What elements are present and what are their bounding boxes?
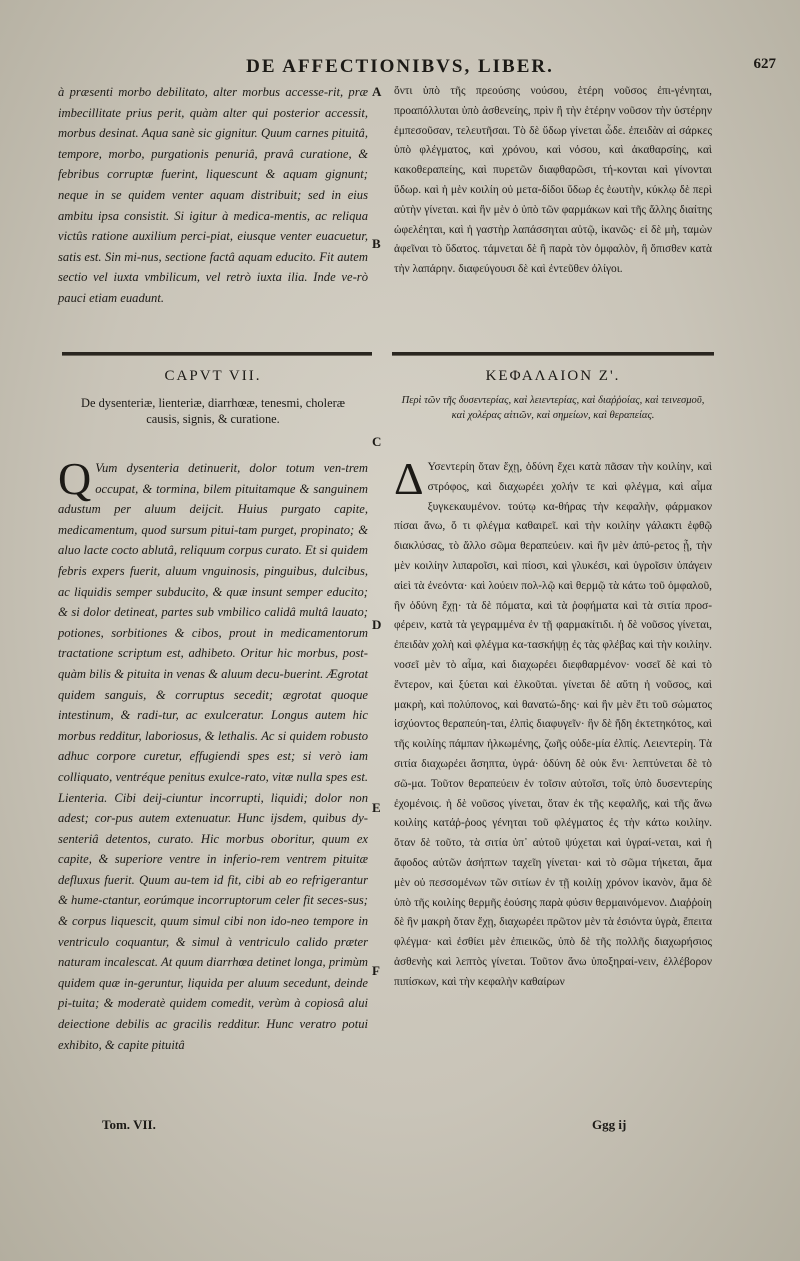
margin-letter-d: D [372,617,382,632]
latin-top-paragraph: à præsenti morbo debilitato, alter morbus accesse-rit, præ imbecillitate prius perit, quàm alter qui posterior accessit, morbus desinat. Aqua sanè sic gignitur. Quum carnes pituitâ, tempore, morbo, purgationis penuriâ, pravâ curatione, & febribus corruptæ fuerint, liquescunt & aquam gignunt; neque in se quidem venter aquam distribuit; sed in eius ambitu ipsa consistit. Si igitur à medica-mentis, ac reliqua victûs ratione auxilium perci-piat, eiusque venter euacuetur, satis est. Sin mi-nus, sectione factâ aquam educito. Fit autem sectio vel iuxta vmbilicum, vel retrò iuxta ilia. Inde ve-rò pauci etiam euadunt. [58,85,368,305]
latin-top-paragraph-block [58,82,368,309]
latin-chapter-subtitle: De dysenteriæ, lienteriæ, diarrhœæ, tenesmi, choleræ causis, signis, & curatione. [81,396,345,426]
greek-body-block [394,453,712,993]
volume-footer: Tom. VII. [102,1117,156,1132]
greek-top-paragraph: ὄντι ὑπὸ τῆς πρεούσης νούσου, ἑτέρη νοῦσος ἐπι-γένηται, προαπόλλυται ὑπὸ ἀσθενείης, πρὶν ἢ τὴν ἑτέρην νοῦσον τὴν ὑστέρην ἐμπεσοῦσαν, τελευτῆσαι. Τὸ δὲ ὕδωρ γίνεται ὧδε. ἐπειδὰν αἱ σάρκες ὑπὸ φλέγματος, καὶ χρόνου, καὶ νόσου, καὶ ἀκαθαρσίης, καὶ κακοθεραπείης, καὶ πυρετῶν διαφθαρῶσι, τή-κονται καὶ γίνονται ὕδωρ. καὶ ἡ μὲν κοιλίη οὐ μετα-δίδοι ὕδωρ ἐς ἑωυτὴν, κύκλῳ δὲ περὶ αὐτὴν γίνεται. καὶ ἢν μὲν ὁ ὑπὸ τῶν φαρμάκων καὶ τῆς ἄλλης διαίτης ὠφελέηται, καὶ ἡ γαστὴρ λαπάσσηται αὐτῷ, ἱκανῶς· εἰ δὲ μὴ, ταμὼν ἀφεῖναι τὸ ὕδατος. τάμνεται δὲ ἢ παρὰ τὸν ὀμφαλὸν, ἢ ὄπισθεν κατὰ τὴν λαπάρην. διαφεύγουσι δὲ καὶ ἐντεῦθεν ὀλίγοι. [394,85,712,276]
running-header: DE AFFECTIONIBVS, LIBER. [246,56,554,77]
greek-body-text: Υσεντερίη ὅταν ἔχῃ, ὀδύνη ἔχει κατὰ πᾶσαν τὴν κοιλίην, καὶ στρόφος, καὶ διαχωρέει χολήν τε καὶ φλέγμα, καὶ αἷμα ξυγκεκαυμένον. τούτῳ κα-θήρας τὴν κεφαλὴν, φάρμακον πίσαι ἄνω, ὅ τι φλέγμα καθαιρεῖ. καὶ τὴν κοιλίην γάλακτι ἑφθῷ διακλύσας, τὸ ἄλλο σῶμα θεραπεύειν. καὶ ἢν μὲν ἀπύ-ρετος ᾖ, τὴν μὲν κοιλίην λιπαροῖσι, καὶ πίοσι, καὶ γλυκέσι, καὶ ὑγροῖσιν ὑπάγειν αἰεὶ τὰ ἐνεόντα· καὶ λούειν πολ-λῷ καὶ θερμῷ τὰ κάτω τοῦ ὀμφαλοῦ, ἢν ὀδύνη ἔχῃ· τὰ δὲ πόματα, καὶ τὰ ῥοφήματα καὶ τὰ σιτία προσ-φέρειν, κατὰ τὰ γεγραμμένα ἐν τῇ φαρμακίτιδι. ἡ δὲ νοῦσος γίνεται, ἐπειδὰν χολὴ καὶ φλέγμα κα-τασκήψῃ ἐς τὰς φλέβας καὶ τὴν κοιλίην. νοσεῖ μὲν τὸ αἷμα, καὶ διαχωρέει διεφθαρμένον· νοσεῖ δὲ καὶ τὸ ἔντερον, καὶ ξύεται καὶ ἑλκοῦται. γίνεται δὲ αὕτη ἡ νοῦσος, καὶ μακρὴ, καὶ πολύπονος, καὶ θανατώ-δης· καὶ ἢν μὲν ἔτι τοῦ σώματος ἰσχύοντος θεραπεύη-ται, ἐλπὶς διαφυγεῖν· ἢν δὲ ἤδη ἐκτετηκότος, καὶ τῆς κοιλίης πάμπαν ἡλκωμένης, ζωῆς οὐδε-μία ἐλπίς. Λειεντερίη. Τὰ σιτία διαχωρέει ἄσηπτα, ὑγρά· ὀδύνη δὲ οὐκ ἔνι· λεπτύνεται δὲ τὸ σῶ-μα. Τοῦτον θεραπεύειν ἐν τοῖσιν αὐτοῖσι, τοῖς ὑπὸ δυσεντερίης ἐχομένοις. ἡ δὲ νοῦσος γίνεται, ὅταν ἐκ τῆς κεφαλῆς, καὶ τῆς ἄνω κοιλίης κατάῤ-ῥοος γένηται τοῦ φλέγματος ἐς τὴν κάτω κοιλίην. ὅταν δὲ τοῦτο, τὰ σιτία ὑπ᾽ αὐτοῦ ψύχεται καὶ ὑγραί-νεται, καὶ ἡ ἄφοδος αὐτῶν ἀσήπτων ταχεῖη γίνεται· καὶ τὸ σῶμα τήκεται, ἅμα μὲν οὐ πεσσομένων τῶν σιτίων ἐν τῇ κοιλίῃ χρόνον ἱκανὸν, ἅμα δὲ ὑπὸ τῆς κοιλίης θερμῆς ἐούσης παρὰ φύσιν θερμαινόμενον. Διαῤῥοίη δὲ ἢν μακρὴ ὅταν ἔχῃ, διαχωρέει πρῶτον μὲν τὰ ἐσιόντα ὑγρὰ, ἔπειτα φλέγμα· καὶ ἐσθίει μὲν ἐπιεικῶς, ὑπὸ δὲ τῆς πολλῆς διαχωρήσιος ἀσθενὴς καὶ λεπτὸς γίνεται. Τοῦτον ἄνω ὑποξηραί-νειν, ἐλλέβορον πιπίσκων, καὶ τὴν κεφαλὴν καθαίρων [394,461,712,988]
latin-section-rule [62,352,372,356]
margin-letter-b: B [372,236,381,251]
latin-drop-cap: Q [58,453,92,504]
greek-top-paragraph-block [394,82,712,280]
greek-chapter-subtitle: Περὶ τῶν τῆς δυσεντερίας, καὶ λειεντερίας, καὶ διαῤῥοίας, καὶ τεινεσμοῦ, καὶ χολέρας αἰτιῶν, καὶ σημείων, καὶ θεραπείας. [401,395,705,421]
margin-letter-e: E [372,800,381,815]
margin-letter-f: F [372,963,380,978]
greek-body-paragraph [394,453,712,993]
latin-body-block [58,453,368,1055]
latin-body-text: Vum dysenteria detinuerit, dolor totum ven-trem occupat, & tormina, bilem pituitamque & sanguinem adustum per aluum deijcit. Huius purgato capite, medicamentum, quod sursum pitui-tam purget, propinato; & aluo lacte cocto ablutâ, reliquum corpus curato. Et si quidem febris expers fuerit, aluum vnguinosis, pinguibus, dulcibus, ac liquidis semper subducito, & quæ insunt semper educito; & si dolor detineat, partes sub vmbilico calidâ multâ lauato; potiones, sorbitiones & cibos, prout in medicamentorum tractatione scriptum est, adhibeto. Oritur hic morbus, post-quàm bilis & pituita in venas & aluum decu-buerint. Ægrotat quidem sanguis, & corruptus secedit; ægrotat quoque intestinum, & radi-tur, ac exulceratur. Longus autem hic morbus redditur, laboriosus, & lethalis. Ac si quidem robusto adhuc corpore curetur, effugiendi spes est; si verò iam colliquato, ventréque penitus exulce-rato, vitæ nulla spes est. Lienteria. Cibi deij-ciuntur incorrupti, liquidi; dolor non adest; cor-pus autem extenuatur. Hunc ijsdem, quibus dy-senteriâ detentos, curato. Hic morbus oboritur, quum ex capite, & superiore ventre in inferio-rem ventrem pituitæ defluxus fuerit. Quum au-tem id fit, cibi ab eo refrigerantur & hume-ctantur, eorúmque incorruptorum celer fit seces-sus; & corpus liquescit, quum simul cibi non ido-neo tempore in ventriculo coquantur, & simul à ventriculo calido præter naturam incalescat. At quum diarrhœa detinet longa, primùm quidem quæ in-geruntur, liquida per aluum secedunt, deinde pi-tuita; & moderatè quidem comedit, verùm à copiosâ alui deiectione debilis ac gracilis redditur. Hunc veratro potui exhibito, & capite pituitâ [58,461,368,1052]
latin-body-paragraph [58,453,368,1055]
margin-letter-c: C [372,434,382,449]
signature-mark: Ggg ij [592,1117,627,1132]
greek-chapter-heading: ΚΕΦΑΛΑΙΟΝ Ζ'. [485,368,621,384]
greek-section-rule [392,352,714,356]
margin-letter-a: A [372,84,382,99]
page-number: 627 [753,56,776,72]
greek-drop-cap: Δ [394,453,424,504]
latin-chapter-heading: CAPVT VII. [164,368,262,384]
